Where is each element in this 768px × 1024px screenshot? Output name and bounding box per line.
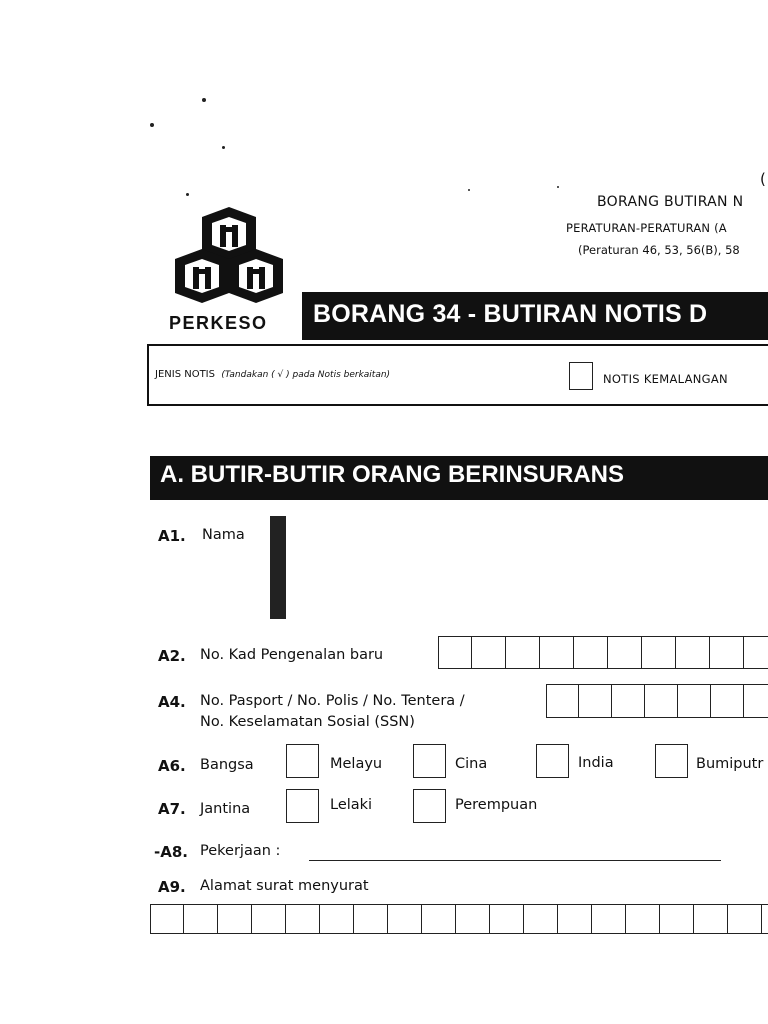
char-cell[interactable] xyxy=(608,636,642,669)
char-cell[interactable] xyxy=(762,904,768,934)
bangsa-bumiputra-label: Bumiputr xyxy=(696,756,764,772)
field-a9-label: Alamat surat menyurat xyxy=(200,878,369,894)
form-header-title: BORANG BUTIRAN N xyxy=(597,194,744,210)
char-cell[interactable] xyxy=(744,684,768,718)
scan-speck xyxy=(202,98,206,102)
char-cell[interactable] xyxy=(694,904,728,934)
char-cell[interactable] xyxy=(472,636,506,669)
scan-speck xyxy=(222,146,225,149)
char-cell[interactable] xyxy=(676,636,710,669)
corner-fragment: ( xyxy=(760,170,766,188)
notis-kemalangan-checkbox[interactable] xyxy=(569,362,593,390)
form-header-rule-ref: (Peraturan 46, 53, 56(B), 58 xyxy=(578,243,740,257)
char-cell[interactable] xyxy=(320,904,354,934)
char-cell[interactable] xyxy=(285,517,286,551)
char-cell[interactable] xyxy=(592,904,626,934)
form-header-regulation: PERATURAN-PERATURAN (A xyxy=(566,221,727,235)
bangsa-bumiputra-checkbox[interactable] xyxy=(655,744,688,778)
char-cell[interactable] xyxy=(710,636,744,669)
logo-wordmark: PERKESO xyxy=(169,313,268,333)
field-a4-label-line2: No. Keselamatan Sosial (SSN) xyxy=(200,714,415,730)
char-cell[interactable] xyxy=(574,636,608,669)
char-cell[interactable] xyxy=(612,684,645,718)
char-cell[interactable] xyxy=(285,551,286,585)
notice-type-label xyxy=(155,369,390,380)
address-input-row[interactable] xyxy=(150,904,768,934)
bangsa-india-label: India xyxy=(578,755,614,771)
char-cell[interactable] xyxy=(286,904,320,934)
char-cell[interactable] xyxy=(728,904,762,934)
field-a7-label: Jantina xyxy=(200,801,251,817)
char-cell[interactable] xyxy=(540,636,574,669)
bangsa-melayu-label: Melayu xyxy=(330,756,383,772)
passport-number-input-row[interactable] xyxy=(546,684,768,718)
scan-speck xyxy=(557,186,559,188)
jantina-lelaki-checkbox[interactable] xyxy=(286,789,319,823)
char-cell[interactable] xyxy=(218,904,252,934)
char-cell[interactable] xyxy=(438,636,472,669)
field-a8-number: -A8. xyxy=(154,843,188,861)
char-cell[interactable] xyxy=(506,636,540,669)
char-cell[interactable] xyxy=(422,904,456,934)
scan-speck xyxy=(150,123,154,127)
field-a8-label: Pekerjaan : xyxy=(200,843,281,859)
bangsa-india-checkbox[interactable] xyxy=(536,744,569,778)
char-cell[interactable] xyxy=(388,904,422,934)
nama-grid-table[interactable] xyxy=(270,516,286,619)
char-cell[interactable] xyxy=(456,904,490,934)
field-a1-label: Nama xyxy=(202,527,245,543)
char-cell[interactable] xyxy=(354,904,388,934)
char-cell[interactable] xyxy=(546,684,579,718)
bangsa-cina-checkbox[interactable] xyxy=(413,744,446,778)
bangsa-cina-label: Cina xyxy=(455,756,488,772)
char-cell[interactable] xyxy=(642,636,676,669)
char-cell[interactable] xyxy=(744,636,768,669)
perkeso-logo-icon xyxy=(168,205,290,313)
pekerjaan-input-line[interactable] xyxy=(309,860,721,861)
char-cell[interactable] xyxy=(558,904,592,934)
scan-speck xyxy=(186,193,189,196)
field-a6-label: Bangsa xyxy=(200,757,254,773)
field-a6-number: A6. xyxy=(158,757,186,775)
field-a9-number: A9. xyxy=(158,878,186,896)
char-cell[interactable] xyxy=(645,684,678,718)
char-cell[interactable] xyxy=(150,904,184,934)
field-a2-number: A2. xyxy=(158,647,186,665)
jantina-perempuan-label: Perempuan xyxy=(455,797,538,813)
ic-number-input-row[interactable] xyxy=(438,636,768,669)
char-cell[interactable] xyxy=(711,684,744,718)
char-cell[interactable] xyxy=(524,904,558,934)
char-cell[interactable] xyxy=(252,904,286,934)
notice-type-instruction: (Tandakan ( √ ) pada Notis berkaitan) xyxy=(221,370,391,380)
char-cell[interactable] xyxy=(579,684,612,718)
field-a7-number: A7. xyxy=(158,800,186,818)
char-cell[interactable] xyxy=(626,904,660,934)
field-a2-label: No. Kad Pengenalan baru xyxy=(200,647,384,663)
char-cell[interactable] xyxy=(184,904,218,934)
jantina-lelaki-label: Lelaki xyxy=(330,797,373,813)
char-cell[interactable] xyxy=(660,904,694,934)
jantina-perempuan-checkbox[interactable] xyxy=(413,789,446,823)
char-cell[interactable] xyxy=(285,585,286,619)
scan-speck xyxy=(468,189,470,191)
bangsa-melayu-checkbox[interactable] xyxy=(286,744,319,778)
field-a4-number: A4. xyxy=(158,693,186,711)
char-cell[interactable] xyxy=(490,904,524,934)
section-a-title: A. BUTIR-BUTIR ORANG BERINSURANS xyxy=(160,461,624,488)
char-cell[interactable] xyxy=(678,684,711,718)
field-a1-number: A1. xyxy=(158,527,186,545)
form-title: BORANG 34 - BUTIRAN NOTIS D xyxy=(313,300,708,328)
field-a4-label-line1: No. Pasport / No. Polis / No. Tentera / xyxy=(200,693,465,709)
notice-type-title: JENIS NOTIS xyxy=(155,369,215,380)
notis-kemalangan-label: NOTIS KEMALANGAN xyxy=(603,372,728,386)
